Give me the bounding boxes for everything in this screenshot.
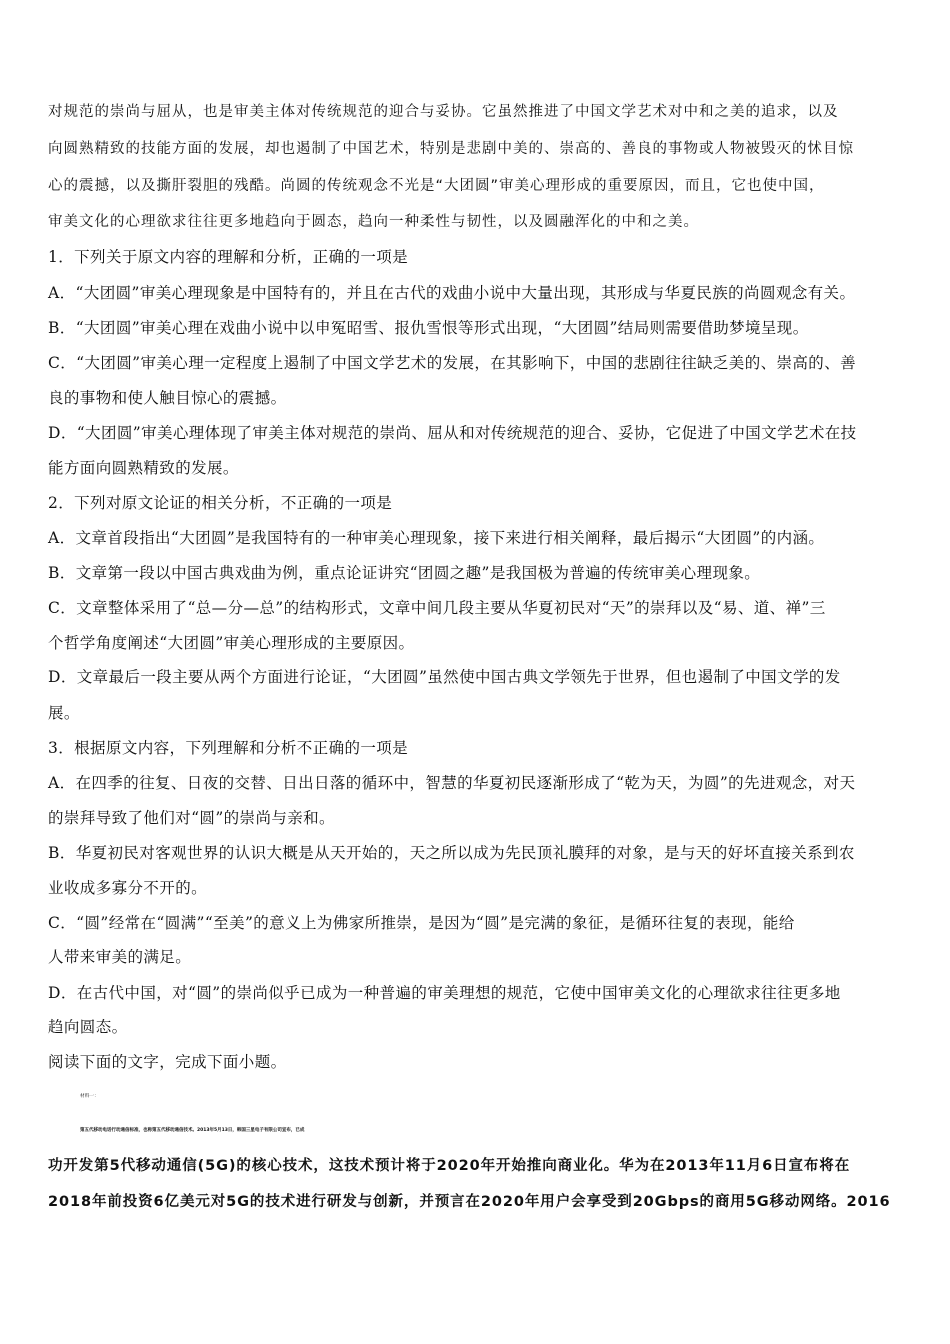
option-line: 业收成多寡分不开的。: [48, 879, 208, 897]
option-line: A．在四季的往复、日夜的交替、日出日落的循环中，智慧的华夏初民逐渐形成了“乾为天，为圆”的先进观念，对天: [48, 774, 856, 792]
option-line: B．文章第一段以中国古典戏曲为例，重点论证讲究“团圆之趣”是我国极为普遍的传统审美心理现象。: [48, 564, 761, 582]
material-line: 2018年前投资6亿美元对5G的技术进行研发与创新，并预言在2020年用户会享受到20Gbps的商用5G移动网络。2016: [48, 1194, 891, 1210]
option-line: 能方面向圆熟精致的发展。: [48, 459, 239, 477]
option-line: C．“大团圆”审美心理一定程度上遏制了中国文学艺术的发展，在其影响下，中国的悲剧往往缺乏美的、崇高的、善: [48, 354, 857, 372]
option-line: D．“大团圆”审美心理体现了审美主体对规范的崇尚、屈从和对传统规范的迎合、妥协，它促进了中国文学艺术在技: [48, 424, 857, 442]
option-line: 人带来审美的满足。: [48, 948, 192, 966]
material-line: 功开发第5代移动通信(5G)的核心技术，这技术预计将于2020年开始推向商业化。华为在2013年11月6日宣布将在: [48, 1158, 851, 1174]
material-heading: 材料一：: [80, 1094, 99, 1099]
option-line: 良的事物和使人触目惊心的震撼。: [48, 389, 287, 407]
option-line: C．“圆”经常在“圆满”“至美”的意义上为佛家所推崇，是因为“圆”是完满的象征，是循环往复的表现，能给: [48, 914, 795, 932]
option-line: B．华夏初民对客观世界的认识大概是从天开始的，天之所以成为先民顶礼膜拜的对象，是与天的好坏直接关系到农: [48, 844, 855, 862]
option-line: A．“大团圆”审美心理现象是中国特有的，并且在古代的戏曲小说中大量出现，其形成与华夏民族的尚圆观念有关。: [48, 284, 856, 302]
question-stem: 2．下列对原文论证的相关分析，不正确的一项是: [48, 494, 393, 512]
passage-line: 审美文化的心理欲求往往更多地趋向于圆态，趋向一种柔性与韧性，以及圆融浑化的中和之美。: [48, 214, 699, 230]
option-line: 展。: [48, 704, 80, 722]
option-line: B．“大团圆”审美心理在戏曲小说中以申冤昭雪、报仇雪恨等形式出现，“大团圆”结局则需要借助梦境呈现。: [48, 319, 809, 337]
option-line: A．文章首段指出“大团圆”是我国特有的一种审美心理现象，接下来进行相关阐释，最后揭示“大团圆”的内涵。: [48, 529, 825, 547]
option-line: D．文章最后一段主要从两个方面进行论证，“大团圆”虽然使中国古典文学领先于世界，但也遏制了中国文学的发: [48, 668, 841, 686]
question-stem: 1．下列关于原文内容的理解和分析，正确的一项是: [48, 248, 409, 266]
material-line: 第五代移动电话行动通信标准，也称第五代移动通信技术。2013年5月13日，韩国三星电子有限公司宣布，已成: [80, 1128, 305, 1133]
option-line: C．文章整体采用了“总—分—总”的结构形式，文章中间几段主要从华夏初民对“天”的崇拜以及“易、道、禅”三: [48, 599, 826, 617]
passage-line: 向圆熟精致的技能方面的发展，却也遏制了中国艺术，特别是悲剧中美的、崇高的、善良的事物或人物被毁灭的怵目惊: [48, 141, 854, 157]
option-line: D．在古代中国，对“圆”的崇尚似乎已成为一种普遍的审美理想的规范，它使中国审美文化的心理欲求往往更多地: [48, 984, 841, 1002]
option-line: 个哲学角度阐述“大团圆”审美心理形成的主要原因。: [48, 634, 415, 652]
section-instruction: 阅读下面的文字，完成下面小题。: [48, 1053, 287, 1071]
passage-line: 对规范的崇尚与屈从，也是审美主体对传统规范的迎合与妥协。它虽然推进了中国文学艺术对中和之美的追求，以及: [48, 104, 839, 120]
option-line: 趋向圆态。: [48, 1018, 128, 1036]
option-line: 的崇拜导致了他们对“圆”的崇尚与亲和。: [48, 809, 335, 827]
passage-line: 心的震撼，以及撕肝裂胆的残酷。尚圆的传统观念不光是“大团圆”审美心理形成的重要原因，而且，它也使中国，: [48, 178, 825, 194]
question-stem: 3．根据原文内容，下列理解和分析不正确的一项是: [48, 739, 409, 757]
